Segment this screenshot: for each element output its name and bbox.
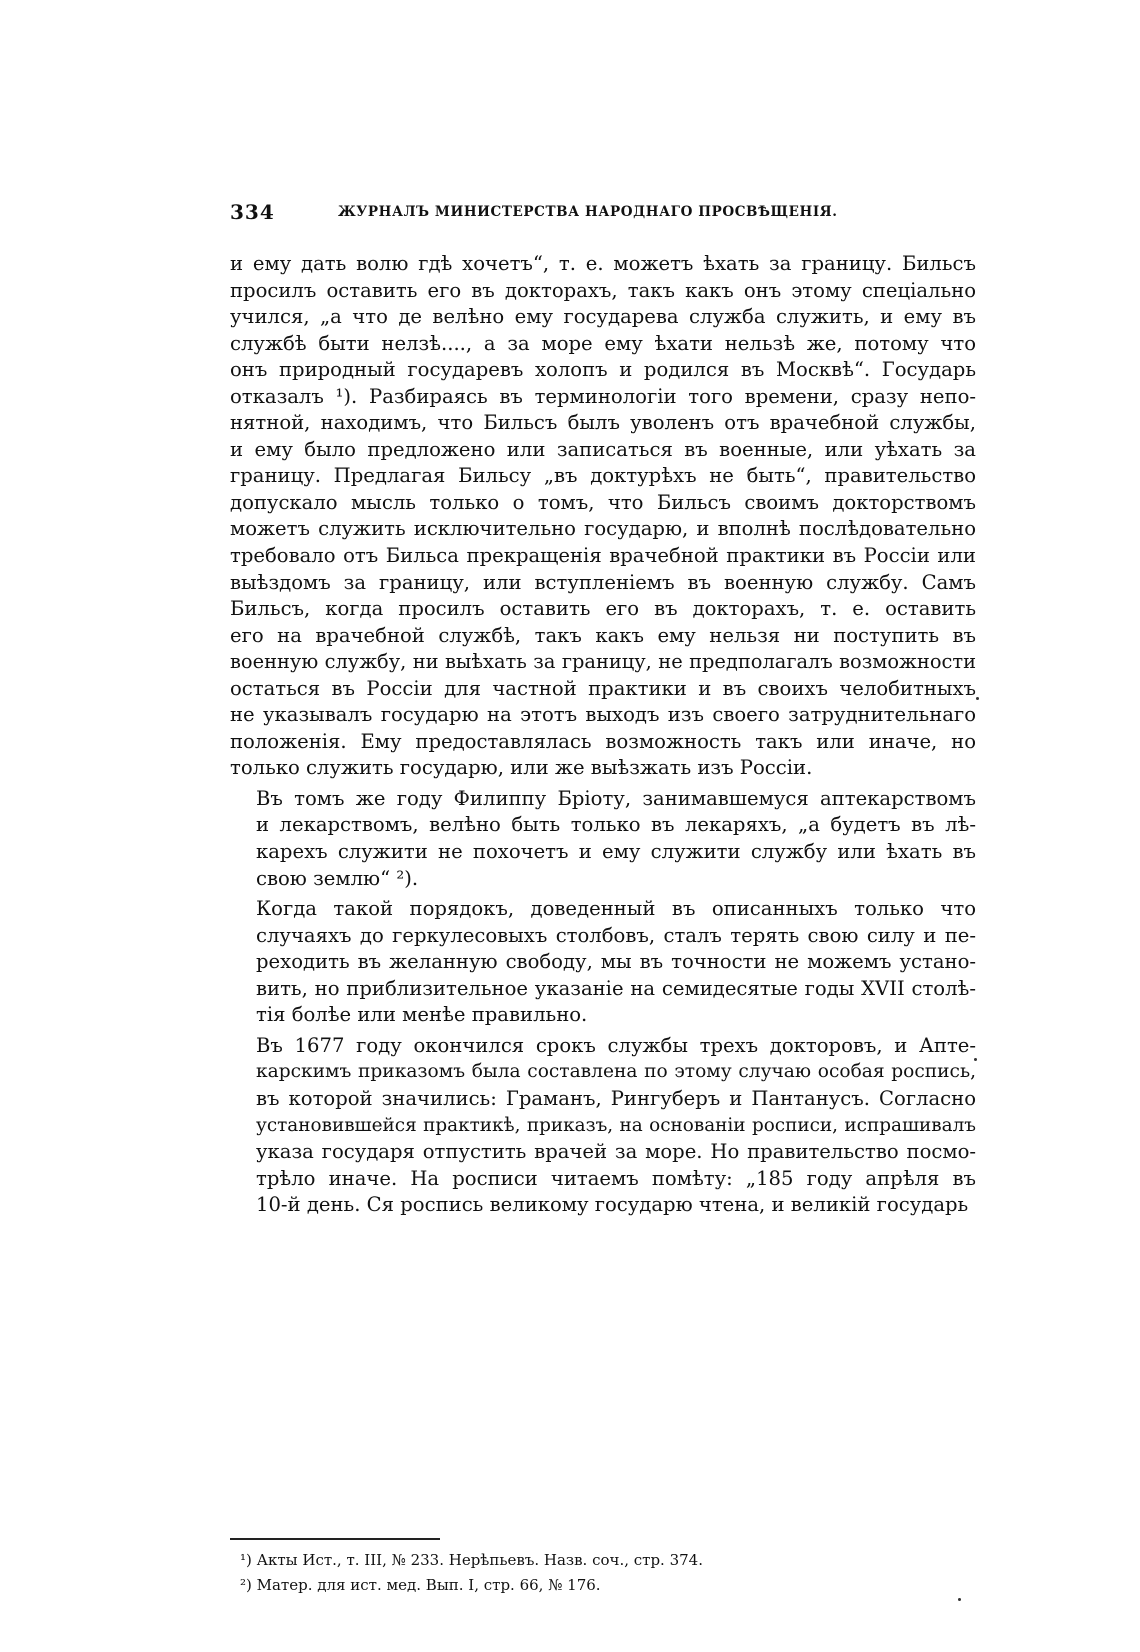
text-line: можетъ служить исключительно государю, и вполнѣ послѣдовательно (230, 517, 976, 541)
text-line: отказалъ ¹). Разбираясь въ терминологіи того времени, сразу непо- (230, 384, 976, 408)
running-title: ЖУРНАЛЪ МИНИСТЕРСТВА НАРОДНАГО ПРОСВѢЩЕНІЯ. (338, 204, 838, 220)
text-line: требовало отъ Бильса прекращенія врачебной практики въ Россіи или (230, 544, 976, 568)
text-line: Когда такой порядокъ, доведенный въ описанныхъ только что (256, 897, 976, 921)
print-speck (974, 1058, 977, 1061)
page-header (230, 200, 976, 230)
text-line: остаться въ Россіи для частной практики и въ своихъ челобитныхъ (230, 676, 976, 700)
text-line: тія болѣе или менѣе правильно. (256, 1003, 588, 1027)
print-speck (976, 697, 979, 700)
main-text (230, 251, 976, 1219)
print-speck (958, 1598, 961, 1601)
text-line: установившейся практикѣ, приказъ, на основаніи росписи, испрашивалъ (256, 1114, 976, 1136)
footnotes (240, 1548, 940, 1598)
paragraph (230, 251, 976, 782)
text-line: указа государя отпустить врачей за море. Но правительство посмо- (256, 1140, 976, 1164)
text-line: учился, „а что де велѣно ему государева служба служить, и ему въ (230, 305, 976, 329)
text-line: Въ томъ же году Филиппу Бріоту, занимавшемуся аптекарствомъ (256, 786, 976, 810)
text-line: военную службу, ни выѣхать за границу, не предполагалъ возможности (230, 650, 976, 674)
text-line: просилъ оставить его въ докторахъ, такъ какъ онъ этому спеціально (230, 278, 976, 302)
text-line: и ему было предложено или записаться въ военные, или уѣхать за (230, 437, 976, 461)
footnote: ¹) Акты Ист., т. III, № 233. Нерѣпьевъ. Назв. соч., стр. 374. (240, 1551, 703, 1569)
text-line: только служить государю, или же выѣзжать изъ Россіи. (230, 756, 813, 780)
footnote: ²) Матер. для ист. мед. Вып. I, стр. 66, № 176. (240, 1576, 601, 1594)
text-line: вить, но приблизительное указаніе на семидесятые годы XVII столѣ- (256, 976, 976, 1000)
text-line: онъ природный государевъ холопъ и родился въ Москвѣ“. Государь (230, 358, 976, 382)
text-line: 10-й день. Ся роспись великому государю чтена, и великій государь (256, 1193, 969, 1217)
text-line: свою землю“ ²). (256, 866, 419, 890)
text-line: не указывалъ государю на этотъ выходъ изъ своего затруднительнаго (230, 703, 976, 727)
text-line: карехъ служити не похочетъ и ему служити службу или ѣхать въ (256, 840, 976, 864)
text-line: Бильсъ, когда просилъ оставить его въ докторахъ, т. е. оставить (230, 597, 976, 621)
text-line: его на врачебной службѣ, такъ какъ ему нельзя ни поступить въ (230, 623, 976, 647)
text-line: и ему дать волю гдѣ хочетъ“, т. е. можетъ ѣхать за границу. Бильсъ (230, 252, 976, 275)
paragraph (230, 786, 976, 892)
text-line: Въ 1677 году окончился срокъ службы трехъ докторовъ, и Апте- (256, 1033, 976, 1057)
text-line: карскимъ приказомъ была составлена по этому случаю особая роспись, (256, 1061, 976, 1083)
text-line: службѣ быти нелзѣ...., а за море ему ѣхати нельзѣ же, потому что (230, 331, 976, 355)
paragraph (230, 896, 976, 1029)
page-number: 334 (230, 200, 275, 224)
text-line: выѣздомъ за границу, или вступленіемъ въ военную службу. Самъ (230, 570, 976, 594)
footnote-divider (230, 1538, 440, 1540)
text-line: допускало мысль только о томъ, что Бильсъ своимъ докторствомъ (230, 490, 976, 514)
text-line: случаяхъ до геркулесовыхъ столбовъ, сталъ терять свою силу и пе- (256, 923, 976, 947)
text-line: въ которой значились: Граманъ, Рингуберъ и Пантанусъ. Согласно (256, 1086, 976, 1110)
text-line: положенія. Ему предоставлялась возможность такъ или иначе, но (230, 729, 976, 753)
text-line: трѣло иначе. На росписи читаемъ помѣту: „185 году апрѣля въ (256, 1166, 976, 1190)
text-line: реходить въ желанную свободу, мы въ точности не можемъ устано- (256, 950, 976, 974)
paragraph (230, 1033, 976, 1219)
text-line: нятной, находимъ, что Бильсъ былъ уволенъ отъ врачебной службы, (230, 411, 976, 435)
text-line: и лекарствомъ, велѣно быть только въ лекаряхъ, „а будетъ въ лѣ- (256, 813, 976, 837)
text-line: границу. Предлагая Бильсу „въ доктурѣхъ не быть“, правительство (230, 464, 976, 488)
